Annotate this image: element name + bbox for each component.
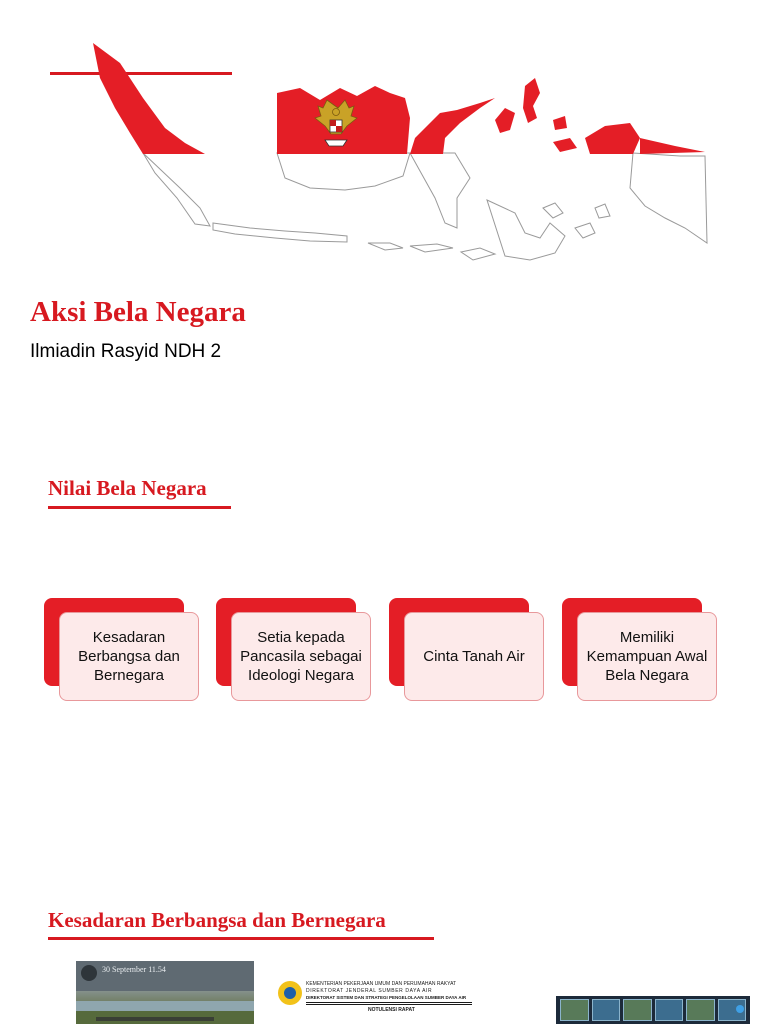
value-card-3 [389, 598, 564, 703]
photo-time: 11.54 [148, 965, 166, 974]
photo-date: 30 September [102, 965, 147, 974]
pupr-logo-icon [278, 981, 302, 1005]
section-title-kesadaran: Kesadaran Berbangsa dan Bernegara [48, 908, 386, 932]
photo-sea [76, 1001, 254, 1011]
meeting-thumbnail [556, 961, 750, 1024]
section-underline-kesadaran [48, 937, 434, 940]
letter-rule [306, 1002, 472, 1003]
participant-tile [592, 999, 621, 1021]
letter-heading: NOTULENSI RAPAT [368, 1007, 415, 1013]
letter-line-2: DIREKTORAT JENDERAL SUMBER DAYA AIR [306, 988, 433, 994]
card-label: Setia kepada Pancasila sebagai Ideologi Negara [231, 612, 371, 701]
author-subtitle: Ilmiadin Rasyid NDH 2 [30, 341, 222, 362]
indonesia-map-icon [85, 38, 710, 273]
card-label: Memiliki Kemampuan Awal Bela Negara [577, 612, 717, 701]
photo-road [96, 1017, 214, 1021]
card-label: Cinta Tanah Air [404, 612, 544, 701]
card-label: Kesadaran Berbangsa dan Bernegara [59, 612, 199, 701]
participant-tile [686, 999, 715, 1021]
letter-line-3: DIREKTORAT SISTEM DAN STRATEGI PENGELOLAAN SUMBER DAYA AIR [306, 995, 467, 1000]
letter-line-1: KEMENTERIAN PEKERJAAN UMUM DAN PERUMAHAN RAKYAT [306, 981, 457, 987]
letter-rule [306, 1004, 472, 1005]
section-underline-nilai [48, 506, 231, 509]
value-card-2 [216, 598, 391, 703]
value-card-4 [562, 598, 737, 703]
page-title: Aksi Bela Negara [30, 296, 246, 328]
photo-thumbnail [76, 961, 254, 1024]
participant-tile [655, 999, 684, 1021]
value-card-1 [44, 598, 219, 703]
status-dot-icon [736, 1005, 744, 1013]
participant-tile [623, 999, 652, 1021]
letter-thumbnail [276, 961, 476, 1024]
video-call-participants-icon [556, 996, 750, 1024]
avatar [81, 965, 97, 981]
participant-tile [560, 999, 589, 1021]
section-title-nilai: Nilai Bela Negara [48, 476, 207, 500]
